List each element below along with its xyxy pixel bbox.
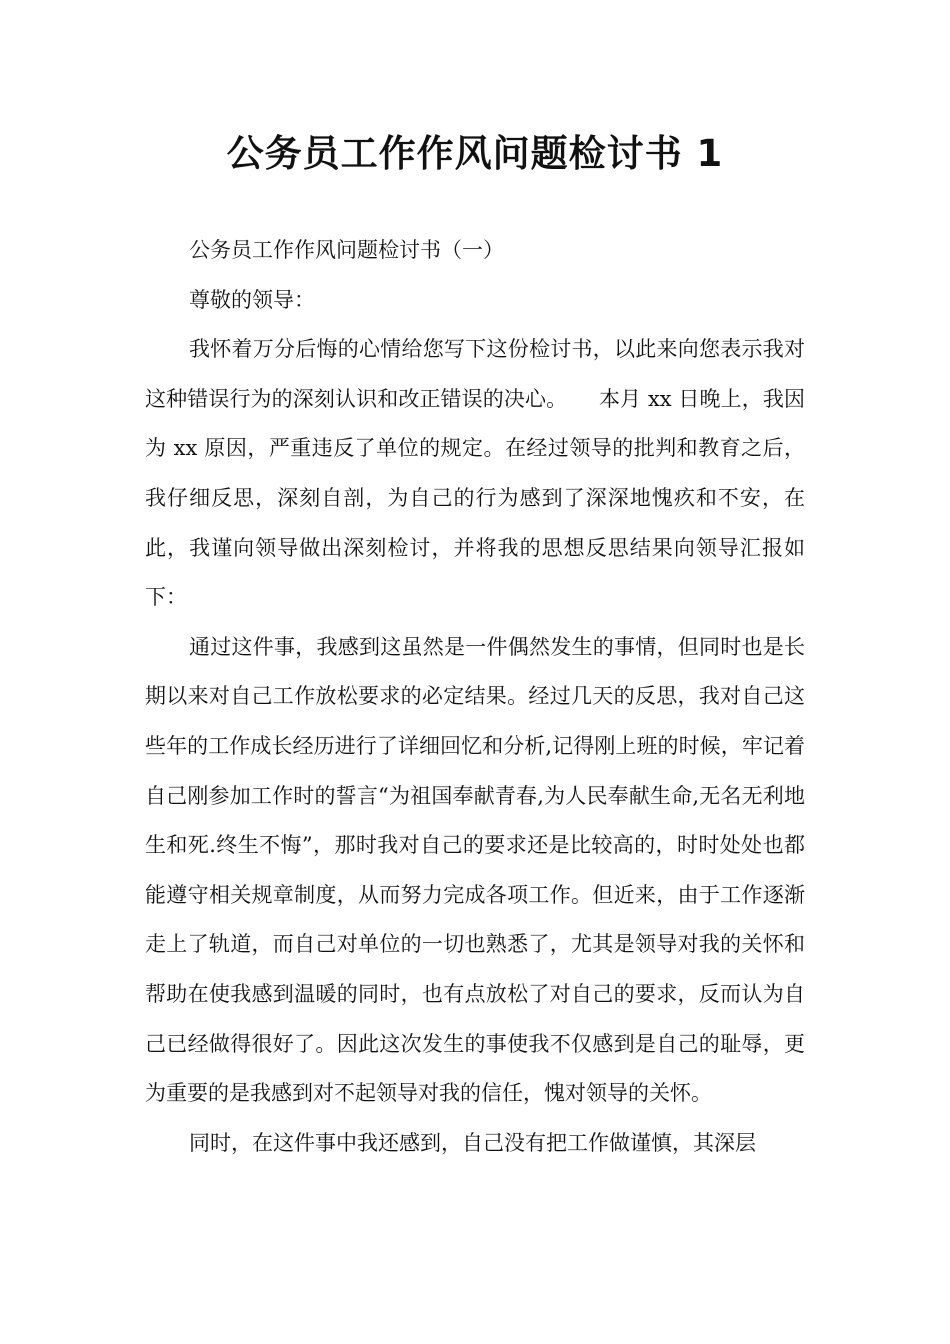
document-body: [145, 226, 805, 1168]
body-paragraph: 通过这件事，我感到这虽然是一件偶然发生的事情，但同时也是长期以来对自己工作放松要求的必定结果。经过几天的反思，我对自己这些年的工作成长经历进行了详细回忆和分析,记得刚上班的时候，牢记着自己刚参加工作时的誓言“为祖国奉献青春,为人民奉献生命,无名无利地生和死.终生不悔”，那时我对自己的要求还是比较高的，时时处处也都能遵守相关规章制度，从而努力完成各项工作。但近来，由于工作逐渐走上了轨道，而自己对单位的一切也熟悉了，尤其是领导对我的关怀和帮助在使我感到温暖的同时，也有点放松了对自己的要求，反而认为自己已经做得很好了。因此这次发生的事使我不仅感到是自己的耻辱，更为重要的是我感到对不起领导对我的信任，愧对领导的关怀。: [145, 634, 805, 1106]
body-paragraph: 我怀着万分后悔的心情给您写下这份检讨书，以此来向您表示我对这种错误行为的深刻认识和改正错误的决心。 本月 xx 日晚上，我因为 xx 原因，严重违反了单位的规定。在经过领导的批判和教育之后，我仔细反思，深刻自剖，为自己的行为感到了深深地愧疚和不安，在此，我谨向领导做出深刻检讨，并将我的思想反思结果向领导汇报如下：: [145, 337, 805, 610]
salutation-paragraph: 尊敬的领导：: [189, 287, 315, 312]
document-title: 公务员工作作风问题检讨书 1: [226, 132, 724, 175]
body-paragraph: 同时，在这件事中我还感到，自己没有把工作做谨慎，其深层: [189, 1130, 756, 1155]
subtitle-paragraph: 公务员工作作风问题检讨书（一）: [189, 238, 504, 262]
